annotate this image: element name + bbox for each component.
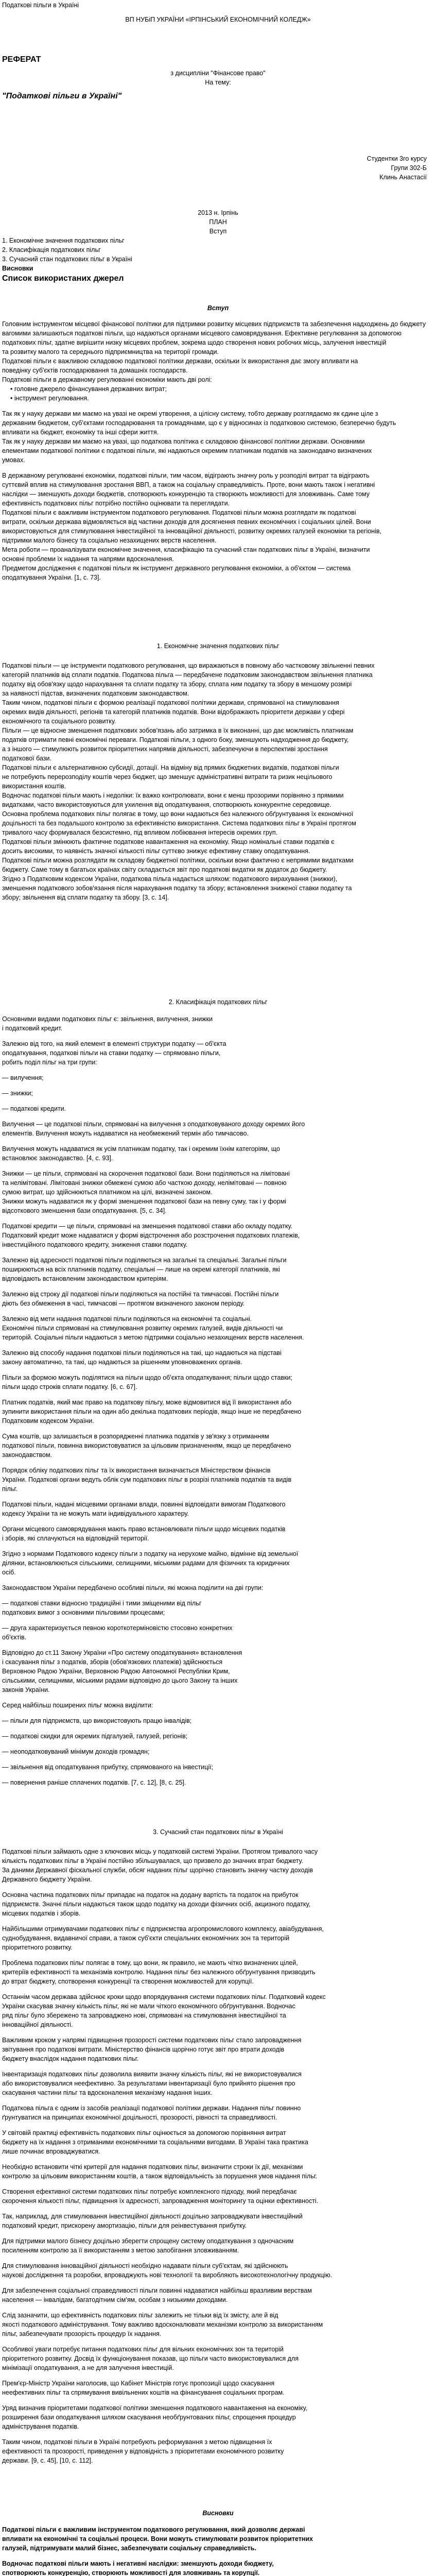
text-line: місцевих податків і зборів. [2, 1910, 81, 1917]
text-line: Висновки [2, 265, 33, 272]
text-line: робить поділ пільг на три групи: [2, 1059, 97, 1066]
text-line: 2. Класифікація податкових пільг [168, 998, 268, 1006]
text-line: — неоподатковуваний мінімум доходів громадян; [2, 1748, 150, 1755]
text-line: Основними видами податкових пільг є: звільнення, вилучення, знижки [2, 1015, 213, 1023]
text-line: Податкові пільги в Україні [2, 2, 79, 9]
text-line: територій. Соціальні пільги надаються з метою підтримки соціально незахищених верств населення. [2, 1334, 304, 1341]
text-line: вагомими залишаються податкові пільги, що надаються органами місцевого самоврядування. Ефективне регулювання за допомогою [2, 330, 402, 337]
text-line: "Податкові пільги в Україні" [2, 92, 122, 100]
text-line: держави. [9, с. 45], [10, с. 112]. [2, 2457, 93, 2464]
text-line: неефективних пільг та спрямування вивільнених коштів на фінансування соціальних програм. [2, 2389, 285, 2396]
text-line: Знижки можуть надаватися як у формі зменшення податкової бази на певну суму, так і у формі [2, 1198, 287, 1205]
text-line: законодавством. [2, 1451, 53, 1459]
text-line: лише починає впроваджуватися. [2, 2148, 100, 2155]
text-line: Економічні пільги спрямовані на стимулювання розвитку окремих галузей, видів діяльності чи [2, 1325, 283, 1332]
text-line: елементів. Вилучення можуть надаватися на необмежений термін або тимчасово. [2, 1130, 249, 1137]
text-line: — повернення раніше сплачених податків. [7, с. 12], [8, с. 25]. [2, 1779, 186, 1786]
text-line: — вилучення; [2, 1074, 44, 1081]
text-line: Для стимулювання інноваційної діяльності необхідно надавати пільги суб'єктам, які здійснюють [2, 2262, 288, 2269]
text-line: сумою витрат, що здійснюються платником на цілі, визначені законом. [2, 1189, 213, 1196]
text-line: суднобудування, видавничої справи, а також суб'єкти спеціальних економічних зон та територій [2, 1935, 290, 1942]
text-line: контролю за цільовим використанням коштів, а також відповідальність за порушення умов надання пільг. [2, 2173, 318, 2180]
text-line: Залежно від строку дії податкові пільги поділяються на постійні та тимчасові. Постійні пільги [2, 1291, 279, 1298]
text-line: — знижки; [2, 1090, 33, 1097]
text-line: і податковий кредит. [2, 1025, 63, 1032]
text-line: закону автоматично, та такі, що надаються за рішенням уповноважених органів. [2, 1359, 242, 1366]
text-line: Створення ефективної системи податкових пільг потребує комплексного підходу, який передбачає [2, 2188, 297, 2195]
text-line: Так, наприклад, для стимулювання інвестиційної діяльності доцільно запроваджувати інвестиційний [2, 2213, 303, 2220]
text-line: інноваційної діяльності. [2, 2021, 73, 2028]
text-line: скасування частини пільг та вдосконалення механізму надання інших. [2, 2089, 213, 2096]
text-line: РЕФЕРАТ [2, 55, 41, 64]
text-line: спотворюють конкуренцію, створюють можливості для зловживань та корупції. [2, 2569, 260, 2576]
text-line: оподаткування України. [1, с. 73]. [2, 574, 101, 581]
text-line: Вилучення — це податкові пільги, спрямовані на вилучення з оподатковуваного доходу окремих його [2, 1121, 305, 1128]
text-line: і скасування пільг з податків, зборів (обов'язкових платежів) здійснюється [2, 1658, 223, 1666]
text-line: Для підтримки малого бізнесу доцільно зберегти спрощену систему оподаткування з одночасним [2, 2238, 294, 2245]
text-line: ґрунтуватися на принципах економічної доцільності, прозорості, рівності та справедливості. [2, 2114, 277, 2121]
text-line: звітування про податкові витрати. Міністерство фінансів щорічно готує звіт про втрати доходів [2, 2046, 285, 2053]
text-line: а з іншого — стимулюють розвиток пріоритетних напрямів діяльності, забезпечуючи в перспективі зростання [2, 745, 328, 753]
text-line: кодексу України та не можуть мати індивідуального характеру. [2, 1510, 189, 1517]
text-line: зупинити використання пільги на один або декілька податкових періодів, якщо інше не передбачено [2, 1408, 302, 1415]
text-line: На тему: [205, 79, 231, 86]
text-line: використання коштів. [2, 783, 66, 790]
text-line: Верховною Радою України, Верховною Радою Автономної Республіки Крим, [2, 1668, 230, 1675]
text-line: податкових вимог з основними пільговими процесами; [2, 1609, 165, 1616]
text-line: суттєвий вплив на стимулювання зростання ВВП, а також на соціальну справедливість. Проте, вони мають також і негативні [2, 481, 375, 488]
text-line: впливати на бюджет, економіку та інші сфери життя. [2, 429, 159, 436]
text-line: Важливим кроком у напрямі підвищення прозорості системи податкових пільг стало запровадження [2, 2037, 302, 2044]
text-line: Податкові пільги є важливою складовою податкової політики держави, оскільки їх використання дає змогу впливати на [2, 358, 358, 365]
text-line: Податковий кредит може надаватися у формі відстрочення або розстрочення податкових платежів, [2, 1232, 300, 1239]
text-line: кількість податкових пільг в Україні постійно збільшувалася, що призвело до значних втрат бюджету. [2, 1857, 303, 1865]
text-line: Необхідно встановити чіткі критерії для надання податкових пільг, визначити строки їх дії, механізми [2, 2163, 303, 2171]
text-line: — податкові ставки відносно традиційні і тими зміщеними від пільг [2, 1600, 202, 1607]
text-line: Органи місцевого самоврядування мають право встановлювати пільги щодо місцевих податків [2, 1526, 286, 1533]
text-line: ряд пільг було збережено та запроваджено нові, спрямовані на стимулювання інвестиційної та [2, 2012, 286, 2019]
text-line: Податкові пільги є важливим інструментом податкового регулювання. Податкові пільги можна розглядати як податкові [2, 509, 356, 516]
text-line: основні проблеми їх надання та напрями вдосконалення. [2, 555, 174, 563]
text-line: — пільги для підприємств, що використовують працю інвалідів; [2, 1717, 192, 1724]
text-line: Вступ [209, 228, 227, 235]
text-line: пільг. [2, 1485, 18, 1493]
text-line: Пільги за формою можуть поділятися на пільги щодо об'єкта оподаткування; пільги щодо ставки; [2, 1374, 292, 1381]
text-line: Водночас податкові пільги мають і негативні наслідки: зменшують доходи бюджету, [2, 2560, 274, 2567]
text-line: Основна частина податкових пільг припадає на податок на додану вартість та податок на прибуток [2, 1891, 299, 1899]
text-line: критеріїв ефективності та механізмів контролю. Надання пільг без належного обґрунтування призводить [2, 1969, 316, 1976]
text-line: Згідно з Податковим кодексом України, податкова пільга надається шляхом: податкового вирахування (знижки), [2, 875, 338, 883]
text-line: податку від обов'язку щодо нарахування та сплати податку та збору, сплата ним податку та збору в меншому розмірі [2, 681, 352, 688]
text-line: Державного бюджету України. [2, 1876, 92, 1883]
text-line: умовах. [2, 456, 25, 464]
text-line: Для забезпечення соціальної справедливості пільги повинні надаватися найбільш вразливим верствам [2, 2287, 312, 2294]
text-line: Податкові пільги є важливим інструментом податкового регулювання, який дозволяє державі [2, 2526, 305, 2533]
text-line: — друга характеризується певною короткотерміновістю стосовно конкретних [2, 1624, 233, 1632]
text-line: бюджету. Саме тому в багатьох країнах світу складається звіт про податкові видатки як додаток до бюджету. [2, 866, 327, 873]
text-line: Слід зазначити, що ефективність податкових пільг залежить не тільки від їх змісту, але й від [2, 2312, 278, 2319]
text-line: Так як у науку держави ми маємо на увазі не окремі утворення, а цілісну систему, тобто державу розглядаємо як єдине ціле з [2, 410, 378, 417]
text-line: За даними Державної фіскальної служби, обсяг наданих пільг щорічно становить значну частку доходів [2, 1867, 313, 1874]
text-line: посиленням контролю за її використанням з метою запобігання зловживанням. [2, 2247, 239, 2254]
text-line: Сума коштів, що залишається в розпорядженні платника податків у зв'язку з отриманням [2, 1433, 269, 1440]
text-line: У світовій практиці ефективність податкових пільг оцінюється за допомогою порівняння витрат [2, 2129, 286, 2137]
text-line: податкових пільг, здатне вирішити низку місцевих проблем, зокрема щодо створення нових робочих місць, залучення інвестицій [2, 339, 387, 346]
text-line: відсоткового зменшення бази оподаткування. [5, с. 34]. [2, 1207, 167, 1214]
text-line: Інвентаризація податкових пільг дозволила виявити значну кількість пільг, які не використовувалися [2, 2071, 302, 2078]
text-line: ділянки, встановлюються сільськими, селищними, міськими радами для фізичних та юридичних [2, 1560, 290, 1567]
text-line: об'єктів. [2, 1634, 27, 1641]
text-line: наслідки — зменшують доходи бюджетів, спотворюють конкуренцію та створюють можливості для зловживань. Саме тому [2, 490, 370, 498]
text-line: України. Податкові органи ведуть облік сум податкових пільг в розрізі платників податків та видів [2, 1476, 292, 1483]
text-line: Студентки 3го курсу [367, 155, 427, 162]
text-line: • інструмент регулювання. [10, 395, 89, 402]
text-line: • головне джерело фінансування державних витрат; [10, 385, 167, 393]
text-line: та нелімітовані. Лімітовані знижки обмежені сумою або часткою доходу, нелімітовані — повною [2, 1179, 287, 1187]
text-line: якості податкового адміністрування. Тому важливо вдосконалювати механізми контролю за використанням [2, 2321, 323, 2328]
text-line: Залежно від мети надання податкові пільги поділяються на економічні та соціальні. [2, 1315, 252, 1323]
text-line: поширюються на всіх платників податку, спеціальні — лише на окремі категорії платників, які [2, 1266, 280, 1273]
text-line: Згідно з нормами Податкового кодексу пільги з податку на нерухоме майно, відмінне від земельної [2, 1550, 299, 1557]
text-line: Залежно від адресності податкові пільги поділяються на загальні та спеціальні. Загальні пільги [2, 1257, 287, 1264]
text-line: мінімізації оподаткування, а не для залучення інвестицій. [2, 2364, 174, 2371]
text-line: населення — інвалідам, багатодітним сім'ям, особам з низькими доходами. [2, 2296, 228, 2303]
text-line: України скасував значну кількість пільг, які не мали чіткого економічного обґрунтування. Водночас [2, 2003, 295, 2010]
text-line: Таким чином, податкові пільги є формою реалізації податкової політики держави, спрямованої на стимулювання [2, 699, 339, 706]
text-line: Законодавством України передбачено особливі пільги, які можна поділити на дві групи: [2, 1584, 264, 1591]
text-line: Податковим кодексом України. [2, 1417, 94, 1425]
text-line: економічного та соціального розвитку. [2, 718, 116, 725]
text-line: адміністрування податків. [2, 2423, 79, 2430]
text-line: Платник податків, який має право на податкову пільгу, може відмовитися від її використання або [2, 1399, 292, 1406]
text-line: Податкові пільги можна розглядати як складову бюджетної політики, оскільки вони фактично є непрямими видатками [2, 857, 354, 864]
text-line: Основна проблема податкових пільг полягає в тому, що вони надаються без належного обґрунтування їх економічної [2, 810, 354, 818]
text-line: бюджету внаслідок надання податкових пільг. [2, 2055, 139, 2062]
text-line: пріоритетного розвитку. [2, 1944, 73, 1951]
text-line: податків отримати певні економічні переваги. Податкові пільги, з одного боку, зменшують надходження до бюджету, [2, 736, 349, 743]
text-line: Список використаних джерел [2, 274, 124, 283]
text-line: пріоритетного розвитку. Досвід їх функціонування показав, що пільги часто використовувалися для [2, 2355, 299, 2362]
text-line: 1. Економічне значення податкових пільг [156, 642, 280, 650]
text-line: Податкові пільги змінюють фактичне податкове навантаження на економіку. Якщо номінальні ставки податків є [2, 838, 335, 845]
text-line: 3. Сучасний стан податкових пільг в Україні [2, 256, 132, 263]
text-line: з дисципліни "Фінансове право" [170, 70, 266, 77]
text-line: Податкові пільги є альтернативною субсидії, дотації. На відміну від прямих бюджетних видатків, податкові пільги [2, 764, 339, 771]
text-line: не потребують перерозподілу коштів через бюджет, що зменшує адміністративні витрати та ризик нецільового [2, 773, 333, 781]
text-line: Податкові кредити — це пільги, спрямовані на зменшення податкової ставки або окладу податку. [2, 1223, 292, 1230]
text-line: Податкова пільга є одним із засобів реалізації податкової політики держави. Надання пільг повинно [2, 2105, 301, 2112]
text-line: ВП НУБіП УКРАЇНИ «ІРПІНСЬКИЙ ЕКОНОМІЧНИЙ КОЛЕДЖ» [125, 16, 311, 23]
text-line: Податкові пільги займають одне з ключових місць у податковій системі України. Протягом тривалого часу [2, 1848, 318, 1855]
text-line: Порядок обліку податкових пільг та їх використання визначається Міністерством фінансів [2, 1467, 271, 1474]
text-line: Висновки [202, 2510, 234, 2517]
text-line: наукові дослідження та розробки, впроваджують нові технології та виробляють високотехнологічну продукцію. [2, 2272, 333, 2279]
text-line: інвестиційного податкового кредиту, зниження ставки податку. [2, 1241, 188, 1248]
text-line: Вилучення можуть надаватися як усім платникам податку, так і окремим їхнім категоріям, що [2, 1145, 280, 1153]
text-line: осіб. [2, 1569, 16, 1576]
text-line: бюджету на їх надання з отриманими економічними та соціальними вигодами. В Україні така практика [2, 2139, 308, 2146]
text-line: Податкові пільги в державному регулюванні економіки мають дві ролі: [2, 376, 212, 383]
text-line: Податкові пільги — це інструменти податкового регулювання, що виражаються в повному або частковому звільненні певних [2, 662, 375, 669]
text-line: категорій платників від сплати податків. Податкова пільга — передбачене податковим законодавством звільнення платника [2, 671, 373, 679]
text-line: збору; звільнення від сплати податку та збору. [3, с. 14]. [2, 894, 169, 901]
text-line: 3. Сучасний стан податкових пільг в Україні [153, 1828, 283, 1836]
text-line: відповідають встановленим законодавством критеріям. [2, 1275, 168, 1282]
text-line: діють без обмеження в часі, тимчасові — протягом визначеного законом періоду. [2, 1300, 245, 1307]
text-line: за наявності підстав, визначених податковим законодавством. [2, 690, 189, 697]
text-line: окремих видів діяльності, регіонів та категорій платників податків. Вони відображають пріоритети держави у сфері [2, 708, 345, 716]
text-line: тривалого часу формувалася безсистемно, під впливом лобіювання інтересів окремих груп. [2, 829, 278, 836]
text-line: В державному регулюванні економіки, податкові пільги, тим часом, відіграють значну роль у розподілі витрат та відіграють [2, 472, 370, 479]
text-line: оподаткування, податкові пільги на ставки податку — спрямовано пільги, [2, 1049, 221, 1057]
text-line: ПЛАН [209, 218, 227, 226]
text-line: — звільнення від оподаткування прибутку, спрямованого на інвестиції; [2, 1764, 214, 1771]
text-line: 2013 н. Ірпінь [198, 209, 238, 216]
text-line: ефективності та прозорості, приведення у відповідність з пріоритетами економічного розвитку [2, 2448, 284, 2455]
text-line: встановлює законодавство. [4, с. 93]. [2, 1155, 113, 1162]
text-line: досить високими, то наявність значної кількості пільг суттєво знижує ефективну ставку оподаткування. [2, 848, 310, 855]
text-line: Проблема податкових пільг полягає в тому, що вони, як правило, не мають чітко визначених цілей, [2, 1959, 298, 1967]
text-line: витрати, оскільки держава відмовляється від частини доходів для досягнення певних економічних і соціальних цілей. Вони [2, 518, 371, 526]
text-line: — податкові кредити. [2, 1105, 66, 1112]
text-line: ефективність податкових пільг потрібно постійно оцінювати та переглядати. [2, 500, 230, 507]
text-line: галузей, підтримувати малий бізнес, забезпечувати соціальну справедливість. [2, 2545, 256, 2552]
text-line: Вступ [207, 304, 229, 312]
text-line: розширення бази оподаткування шляхом скасування необґрунтованих пільг, спрощення процедур [2, 2414, 296, 2421]
text-line: Податкові пільги, надані місцевими органами влади, повинні відповідати вимогам Податкового [2, 1501, 286, 1508]
text-line: Останнім часом держава здійснює кроки щодо впорядкування системи податкових пільг. Податковий кодекс [2, 1993, 326, 2001]
text-line: поведінку суб'єктів господарювання та домашніх господарств. [2, 367, 188, 374]
text-line: 2. Класифікація податкових пільг [2, 246, 101, 253]
text-line: податкової пільги, повинна використовуватися за цільовим призначенням, якщо це передбачено [2, 1442, 291, 1449]
text-line: Пільги — це відносне зменшення податкових зобов'язань або затримка в їх виконанні, що дає можливість платникам [2, 727, 354, 734]
text-line: доцільності та без подальшого контролю за ефективністю використання. Система податкових пільг в Україні протягом [2, 820, 356, 827]
text-line: Мета роботи — проаналізувати економічне значення, класифікацію та сучасний стан податкових пільг в Україні, визначити [2, 546, 370, 553]
text-line: Клинь Анастасії [379, 174, 427, 181]
text-line: пільг, забезпечувати прозорість процедур їх надання. [2, 2330, 162, 2337]
text-line: використовуються для стимулювання інвестиційної та інноваційної діяльності, розвитку окремих галузей економіки та регіонів, [2, 528, 381, 535]
text-line: Особливої уваги потребує питання податкових пільг для вільних економічних зон та територій [2, 2346, 284, 2353]
text-line: — податкові скидки для окремих підгалузей, галузей, регіонів; [2, 1733, 188, 1740]
text-line: та розвитку малого та середнього підприємництва на території громади. [2, 348, 219, 355]
text-line: 1. Економічне значення податкових пільг [2, 237, 125, 244]
text-line: державним бюджетом, суб'єктами господарювання та громадянами, що є у відносинах із податковою системою, безперечно будуть [2, 419, 396, 427]
text-line: зменшення податкового зобов'язання після нарахування податку та збору; встановлення зниженої ставки податку та [2, 885, 352, 892]
text-line: Найбільшими отримувачами податкових пільг є підприємства агропромислового комплексу, авіабудування, [2, 1925, 324, 1933]
text-line: Знижки — це пільги, спрямовані на скорочення податкової бази. Вони поділяються на лімітовані [2, 1170, 290, 1177]
text-line: підтримки малого бізнесу та соціально незахищених верств населення. [2, 537, 217, 544]
text-line: до втрат бюджету, спотворення конкуренції та створення можливостей для корупції. [2, 1978, 254, 1985]
text-line: податкової бази. [2, 755, 51, 762]
text-line: і зборів, які сплачуються на відповідній території. [2, 1535, 149, 1542]
text-line: впливати на економічні та соціальні процеси. Вони можуть стимулювати розвиток пріоритетних [2, 2535, 313, 2543]
text-line: Відповідно до ст.11 Закону України «Про систему оподаткування» встановлення [2, 1649, 242, 1656]
text-line: підприємств. Значні пільги надаються також щодо податку на доходи фізичних осіб, акцизного податку, [2, 1901, 311, 1908]
text-line: Залежно від способу надання податкові пільги поділяються на такі, що надаються на підставі [2, 1349, 282, 1357]
text-line: видатками, часто використовуються для ухилення від оподаткування, спотворюють конкурентне середовище. [2, 801, 332, 808]
text-line: елементами податкової політики є податкові пільги, які надаються окремим платникам податків на законодавчо визначених [2, 447, 372, 454]
text-line: Уряд визначив пріоритетами податкової політики зменшення податкового навантаження на економіку, [2, 2404, 307, 2412]
text-line: пільги щодо строків сплати податку. [6, с. 67]. [2, 1383, 137, 1391]
text-line: скорочення кількості пільг, підвищення їх адресності, запровадження моніторингу та оцінки ефективності. [2, 2197, 319, 2205]
text-line: податковий кредит, прискорену амортизацію, пільги для реінвестування прибутку. [2, 2222, 247, 2229]
text-line: Таким чином, податкові пільги в Україні потребують реформування з метою підвищення їх [2, 2438, 272, 2446]
text-line: законів України. [2, 1686, 50, 1693]
text-line: Водночас податкові пільги мають і недоліки: їх важко контролювати, вони є менш прозорими порівняно з прямими [2, 792, 344, 799]
text-line: Так як у науку держави ми маємо на увазі, що податкова політика є складовою фінансової політики держави. Основними [2, 438, 365, 445]
text-line: сільськими, селищними, міськими радами відповідно до цього Закону та інших [2, 1677, 238, 1684]
text-line: Головним інструментом місцевої фінансової політики для підтримки розвитку місцевих підприємств та забезпечення надходжень до бюджету [2, 320, 426, 328]
text-line: Прем'єр-Міністр України наголосив, що Кабінет Міністрів готує пропозиції щодо скасування [2, 2380, 275, 2387]
text-line: Залежно від того, на який елемент в елементі структури податку — об'єкта [2, 1040, 226, 1047]
text-line: Предметом дослідження є податкові пільги як інструмент державного регулювання економіки, а об'єктом — система [2, 565, 351, 572]
text-line: Групи 302-Б [391, 164, 427, 172]
text-line: або використовувалися неефективно. За результатами інвентаризації було прийнято рішення про [2, 2080, 295, 2087]
text-line: Серед найбільш поширених пільг можна виділити: [2, 1702, 153, 1709]
